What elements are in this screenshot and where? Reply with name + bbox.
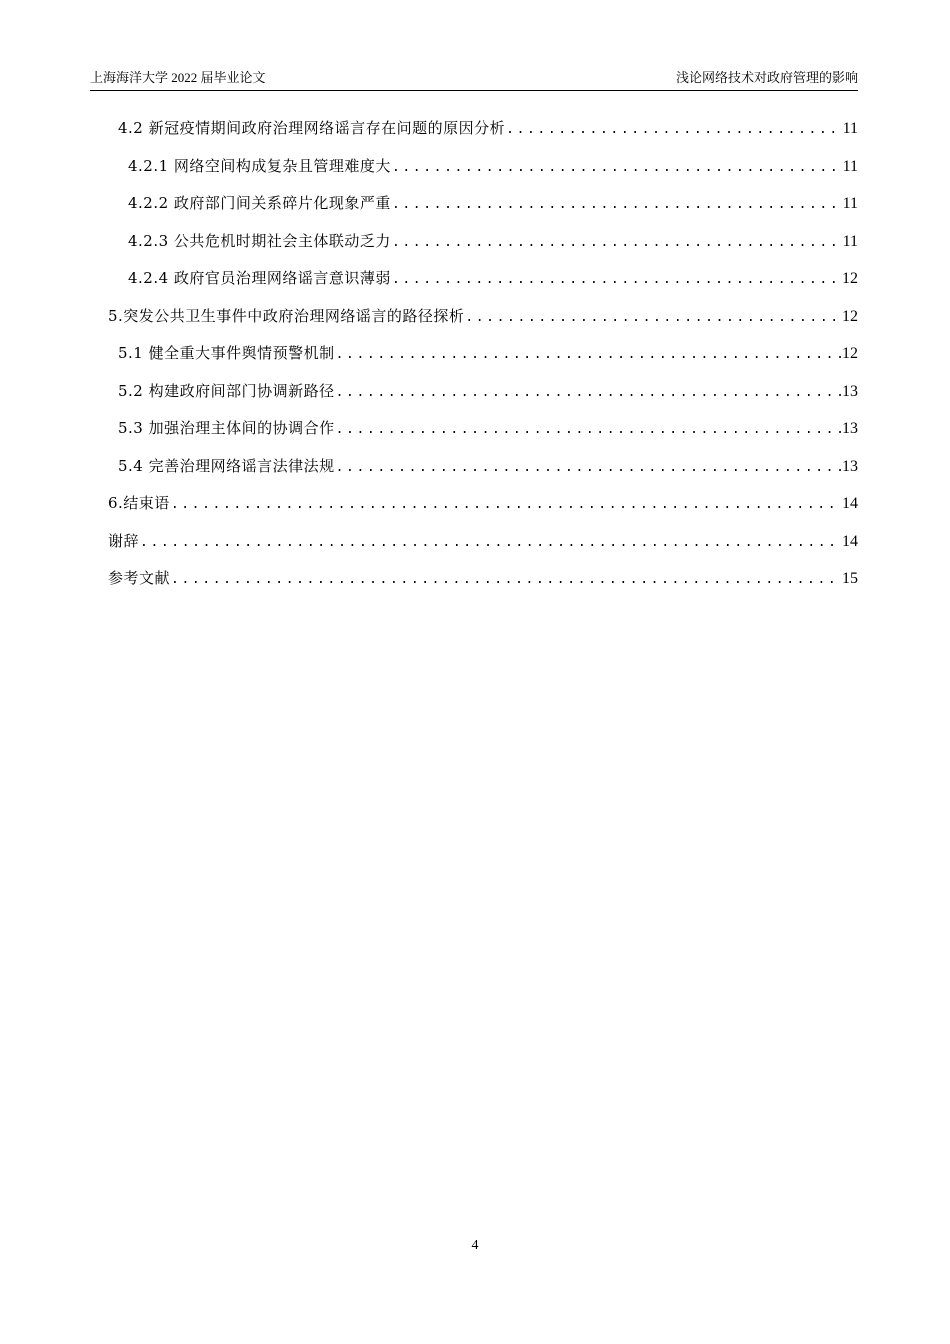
page-number: 4	[471, 1238, 479, 1253]
toc-entry-title: 谢辞	[108, 532, 140, 550]
toc-entry-page: 14	[842, 495, 858, 512]
toc-entry-page: 15	[842, 570, 858, 587]
toc-leader-dots	[336, 381, 841, 405]
page-header	[90, 68, 858, 91]
toc-entry-page: 11	[842, 120, 858, 137]
toc-entry-page: 12	[842, 308, 858, 325]
toc-entry-title: 5.1 健全重大事件舆情预警机制	[118, 344, 335, 362]
toc-leader-dots	[392, 268, 841, 292]
toc-entry-page: 11	[842, 195, 858, 212]
toc-leader-dots	[140, 531, 841, 555]
toc-entry-title: 4.2.4 政府官员治理网络谣言意识薄弱	[128, 269, 391, 287]
toc-entry[interactable]	[118, 341, 858, 365]
toc-entry-title: 4.2.2 政府部门间关系碎片化现象严重	[128, 194, 391, 212]
toc-leader-dots	[392, 193, 842, 217]
toc-entry-title: 5.4 完善治理网络谣言法律法规	[118, 457, 335, 475]
toc-entry[interactable]	[108, 566, 858, 590]
toc-entry[interactable]	[118, 379, 858, 403]
toc-entry-page: 12	[842, 345, 858, 362]
toc-leader-dots	[392, 156, 842, 180]
toc-leader-dots	[336, 418, 841, 442]
toc-entry-title: 4.2.1 网络空间构成复杂且管理难度大	[128, 157, 391, 175]
toc-entry-page: 13	[842, 383, 858, 400]
toc-entry-title: 4.2 新冠疫情期间政府治理网络谣言存在问题的原因分析	[118, 119, 506, 137]
toc-entry-title: 6.结束语	[108, 494, 170, 512]
toc-entry-title: 5.3 加强治理主体间的协调合作	[118, 419, 335, 437]
toc-entry-page: 12	[842, 270, 858, 287]
toc-entry[interactable]	[118, 416, 858, 440]
toc-entry-title: 参考文献	[108, 569, 171, 587]
toc-entry-page: 14	[842, 533, 858, 550]
toc-leader-dots	[336, 343, 841, 367]
toc-leader-dots	[171, 568, 841, 592]
toc-entry[interactable]	[128, 229, 858, 253]
toc-entry[interactable]	[118, 454, 858, 478]
toc-entry[interactable]	[108, 491, 858, 515]
toc-entry-page: 13	[842, 458, 858, 475]
toc-entry[interactable]	[118, 116, 858, 140]
toc-entry-page: 13	[842, 420, 858, 437]
toc-leader-dots	[392, 231, 842, 255]
toc-entry-page: 11	[842, 233, 858, 250]
toc-entry[interactable]	[128, 266, 858, 290]
toc-leader-dots	[336, 456, 841, 480]
header-right-text: 浅论网络技术对政府管理的影响	[675, 70, 858, 85]
toc-entry-title: 5.突发公共卫生事件中政府治理网络谣言的路径探析	[108, 307, 465, 325]
toc-entry[interactable]	[128, 154, 858, 178]
toc-entry-title: 4.2.3 公共危机时期社会主体联动乏力	[128, 232, 391, 250]
header-left-text: 上海海洋大学 2022 届毕业论文	[90, 70, 266, 85]
toc-leader-dots	[506, 118, 841, 142]
toc-entry-title: 5.2 构建政府间部门协调新路径	[118, 382, 335, 400]
toc-leader-dots	[171, 493, 841, 517]
toc-entry[interactable]	[128, 191, 858, 215]
toc-entry-page: 11	[842, 158, 858, 175]
toc-entry[interactable]	[108, 529, 858, 553]
toc-entry[interactable]	[108, 304, 858, 328]
toc-leader-dots	[465, 306, 841, 330]
